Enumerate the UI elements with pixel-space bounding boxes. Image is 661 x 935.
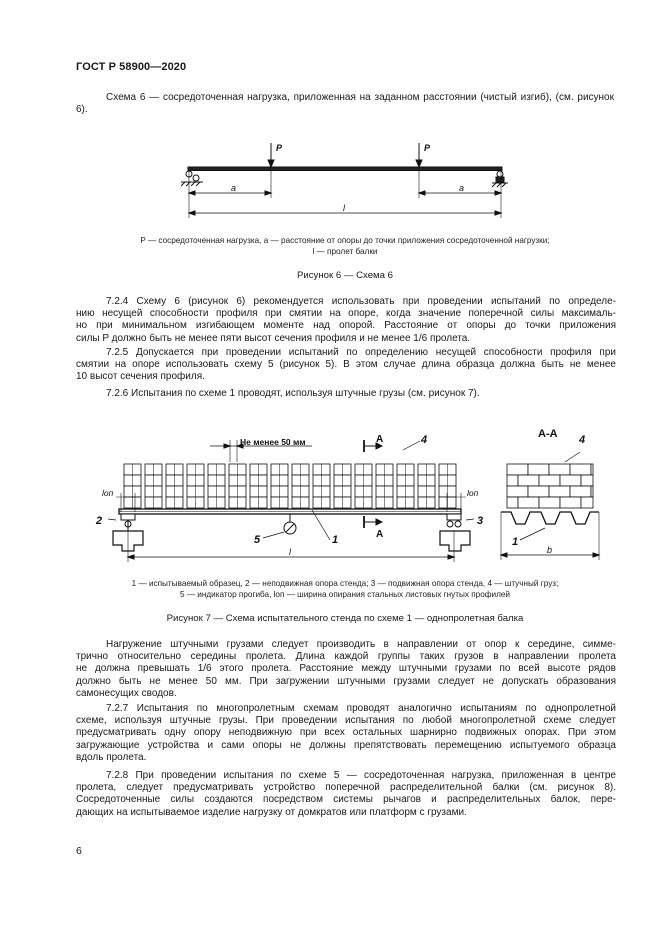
section-brick (518, 475, 539, 486)
section-brick (570, 464, 591, 475)
label-l-span: l (289, 547, 291, 557)
label-b-width: b (547, 545, 553, 555)
label-p-left: P (276, 143, 283, 153)
label-section-title: А-А (538, 428, 558, 440)
paragraph-7-2-4: 7.2.4 Схему 6 (рисунок 6) рекомендуется использовать при проведении испытаний по определе- нию несущей способности профиля при смятии на опоре, когда значение поперечной силы максималь- но при минимальном изгибающем моменте над опорой. Расстояние от опоры до точки приложения силы P должно быть не менее пяти высот сечения профиля и не менее 1/6 пролета. (76, 296, 616, 344)
label-num-4: 4 (421, 434, 428, 446)
label-a-right: a (459, 183, 465, 193)
label-num-1-section: 1 (512, 536, 519, 548)
figure-6-caption-line2: l — пролет балки (312, 247, 378, 256)
label-l-on-left: lоп (102, 488, 114, 498)
label-num-3: 3 (477, 515, 484, 527)
section-brick (581, 475, 593, 486)
label-a-left: a (231, 183, 237, 193)
figure-7-caption-line1: 1 — испытываемый образец, 2 — неподвижная опора стенда; 3 — подвижная опора стенда, 4 — штучный груз; (131, 579, 559, 588)
label-num-5: 5 (254, 534, 261, 546)
figure-7-title: Рисунок 7 — Схема испытательного стенда по схеме 1 — однопролетная балка (166, 613, 524, 624)
movable-support-roller-1-icon (447, 521, 453, 527)
section-brick (581, 497, 593, 508)
section-brick (518, 497, 539, 508)
section-brick (549, 486, 570, 497)
section-brick (507, 475, 518, 486)
section-brick (539, 497, 560, 508)
profile-section (501, 512, 599, 524)
movable-support-roller-2-icon (455, 521, 461, 527)
paragraph-7-2-5: 7.2.5 Допускается при проведении испытаний по определению несущей способности профиля при смятии на опоре использовать схему 5 (рисунок 5). В этом случае длина образца должна быть не менее 10 высот сечения профиля. (76, 347, 616, 383)
label-l-on-right: lоп (467, 488, 479, 498)
section-brick (528, 464, 549, 475)
figure-6-caption-line1: P — сосредоточенная нагрузка, a — расстояние от опоры до точки приложения сосредоточенной нагрузки; (140, 236, 550, 245)
section-brick (570, 486, 591, 497)
label-num-1: 1 (332, 534, 339, 546)
section-brick (528, 486, 549, 497)
section-brick (549, 464, 570, 475)
section-brick (539, 475, 560, 486)
paragraph-piece-loads: Нагружение штучными грузами следует производить в направлении от опор к середине, симме- трично относительно середины пролета. Длина каждой группы таких грузов в направлении пролета не должна превышать 1/6 этого пролета. Расстояние между штучными грузами по всей высоте рядов должно быть не менее 50 мм. При загружении штучными грузами следует не допускать образования самонесущих сводов. (76, 639, 616, 699)
document-header: ГОСТ Р 58900—2020 (76, 61, 187, 73)
intro-paragraph: Схема 6 — сосредоточенная нагрузка, приложенная на заданном расстоянии (чистый изгиб), (см. рисунок 6). (76, 92, 614, 116)
label-p-right: P (424, 143, 431, 153)
section-brick (507, 464, 528, 475)
paragraph-7-2-8: 7.2.8 При проведении испытания по схеме 5 — сосредоточенная нагрузка, приложенная в центре пролета, следует предусматривать устройство поперечной распределительной балки (см. рисунок 8). Сосредоточенные силы создаются посредством системы рычагов и распределительных балок, пере- дающих на испытываемое изделие нагрузку от домкратов или платформ с грузами. (76, 770, 616, 818)
label-num-2: 2 (96, 515, 103, 527)
section-brick (507, 486, 528, 497)
label-l-span: l (343, 203, 345, 213)
section-brick (560, 475, 581, 486)
piece-loads (124, 464, 456, 508)
section-brick (560, 497, 581, 508)
paragraph-7-2-6: 7.2.6 Испытания по схеме 1 проводят, используя штучные грузы (см. рисунок 7). (106, 388, 480, 399)
label-section-a-bottom: А (376, 529, 384, 540)
label-num-4-section: 4 (579, 434, 586, 446)
figure-6-title: Рисунок 6 — Схема 6 (297, 270, 393, 281)
label-section-a-top: А (376, 434, 384, 445)
section-piece-loads (507, 464, 593, 508)
label-not-less-50mm: Не менее 50 мм (240, 437, 306, 447)
paragraph-7-2-7: 7.2.7 Испытания по многопролетным схемам проводят аналогично испытаниям по однопролетной схеме, используя штучные грузы. При проведении испытания по любой многопролетной схеме следует предусматривать одну опору неподвижную при всех остальных шарнирно подвижных опорах. При этом загружающие устройства и сами опоры не должны препятствовать перемещению испытуемого образца вдоль пролета. (76, 703, 616, 763)
figure-7-caption-line2: 5 — индикатор прогиба, lоп — ширина опирания стальных листовых гнутых профилей (180, 590, 510, 599)
section-brick (591, 486, 593, 497)
page-number: 6 (76, 845, 82, 857)
section-brick (591, 464, 593, 475)
section-brick (507, 497, 518, 508)
